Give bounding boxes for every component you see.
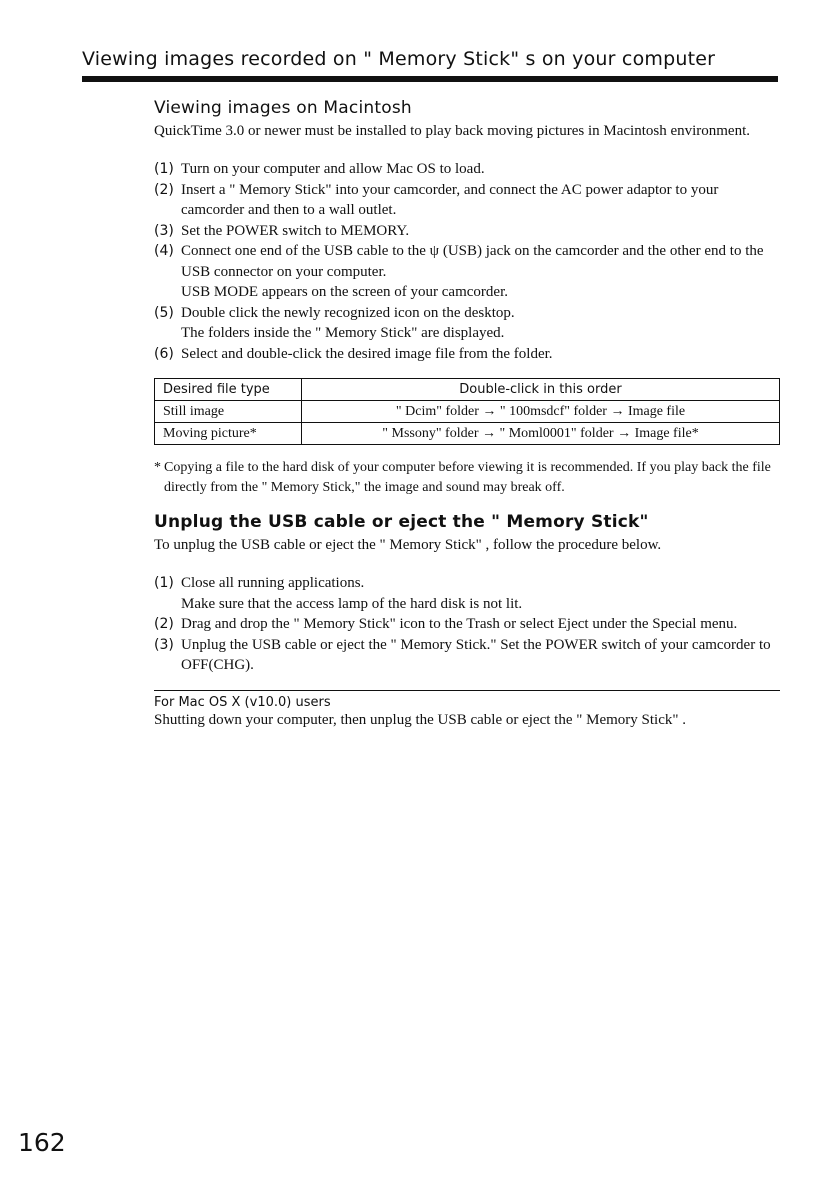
step-subtext: USB MODE appears on the screen of your camcorder.: [181, 284, 508, 300]
note-text: Shutting down your computer, then unplug the USB cable or eject the " Memory Stick" .: [154, 711, 686, 728]
step-text: Close all running applications.: [181, 575, 365, 591]
step-item: [154, 344, 780, 365]
header-rule: [82, 76, 778, 82]
footnote-text: Copying a file to the hard disk of your computer before viewing it is recommended. If you play back the file directly from the " Memory Stick," the image and sound may break off.: [164, 460, 771, 495]
step-text: Turn on your computer and allow Mac OS to load.: [181, 161, 485, 177]
table-header-cell: Double-click in this order: [302, 379, 780, 401]
step-item: [154, 221, 780, 242]
steps-list: [154, 573, 780, 676]
page-header-title: Viewing images recorded on " Memory Stick" s on your computer: [82, 48, 716, 70]
note-title: For Mac OS X (v10.0) users: [154, 694, 331, 710]
step-text: Drag and drop the " Memory Stick" icon to the Trash or select Eject under the Special menu.: [181, 616, 738, 632]
step-text: Select and double-click the desired image file from the folder.: [181, 345, 553, 362]
section-heading-macintosh: Viewing images on Macintosh: [154, 98, 412, 118]
footnote-marker: *: [154, 460, 161, 475]
step-number: (6): [154, 345, 174, 362]
table-row: [155, 401, 780, 423]
table-cell: " Mssony" folder → " Moml0001" folder → Image file*: [302, 423, 780, 445]
step-text: Double click the newly recognized icon on the desktop.: [181, 304, 515, 321]
step-item: [154, 635, 780, 676]
step-number: (2): [154, 181, 174, 198]
step-item: [154, 614, 780, 635]
note-divider: [154, 690, 780, 691]
step-text: Unplug the USB cable or eject the " Memory Stick." Set the POWER switch of your camcorder to OFF(CHG).: [181, 636, 771, 673]
page-content: [154, 98, 780, 730]
step-text: Insert a " Memory Stick" into your camcorder, and connect the AC power adaptor to your camcorder and then to a wall outlet.: [181, 181, 719, 218]
table-header-cell: Desired file type: [155, 379, 302, 401]
step-text: Set the POWER switch to MEMORY.: [181, 222, 410, 239]
step-number: (3): [154, 222, 174, 239]
step-item: [154, 180, 780, 221]
table-header-row: [155, 379, 780, 401]
step-item: [154, 573, 780, 614]
table-cell: Moving picture*: [155, 423, 302, 445]
steps-list: [154, 159, 780, 364]
step-number: (4): [154, 243, 174, 259]
table-cell: Still image: [155, 401, 302, 423]
section-intro: To unplug the USB cable or eject the " Memory Stick" , follow the procedure below.: [154, 537, 662, 553]
section-unplug: [154, 512, 780, 676]
step-item: [154, 303, 780, 344]
table-row: [155, 423, 780, 445]
step-number: (1): [154, 575, 174, 591]
step-number: (1): [154, 161, 174, 177]
page-number: 162: [18, 1128, 66, 1157]
section-heading-unplug: Unplug the USB cable or eject the " Memory Stick": [154, 512, 649, 532]
step-item: [154, 241, 780, 303]
step-number: (2): [154, 616, 174, 632]
step-subtext: The folders inside the " Memory Stick" are displayed.: [181, 325, 505, 341]
step-number: (5): [154, 304, 174, 321]
file-type-table: [154, 378, 780, 445]
step-item: [154, 159, 780, 180]
step-text: Connect one end of the USB cable to the ψ (USB) jack on the camcorder and the other end to the USB connector on your computer.: [181, 243, 764, 280]
section-intro: QuickTime 3.0 or newer must be installed to play back moving pictures in Macintosh environment.: [154, 123, 751, 139]
table-cell: " Dcim" folder → " 100msdcf" folder → Image file: [302, 401, 780, 423]
step-number: (3): [154, 636, 174, 653]
step-subtext: Make sure that the access lamp of the hard disk is not lit.: [181, 595, 523, 612]
footnote: [154, 458, 780, 498]
